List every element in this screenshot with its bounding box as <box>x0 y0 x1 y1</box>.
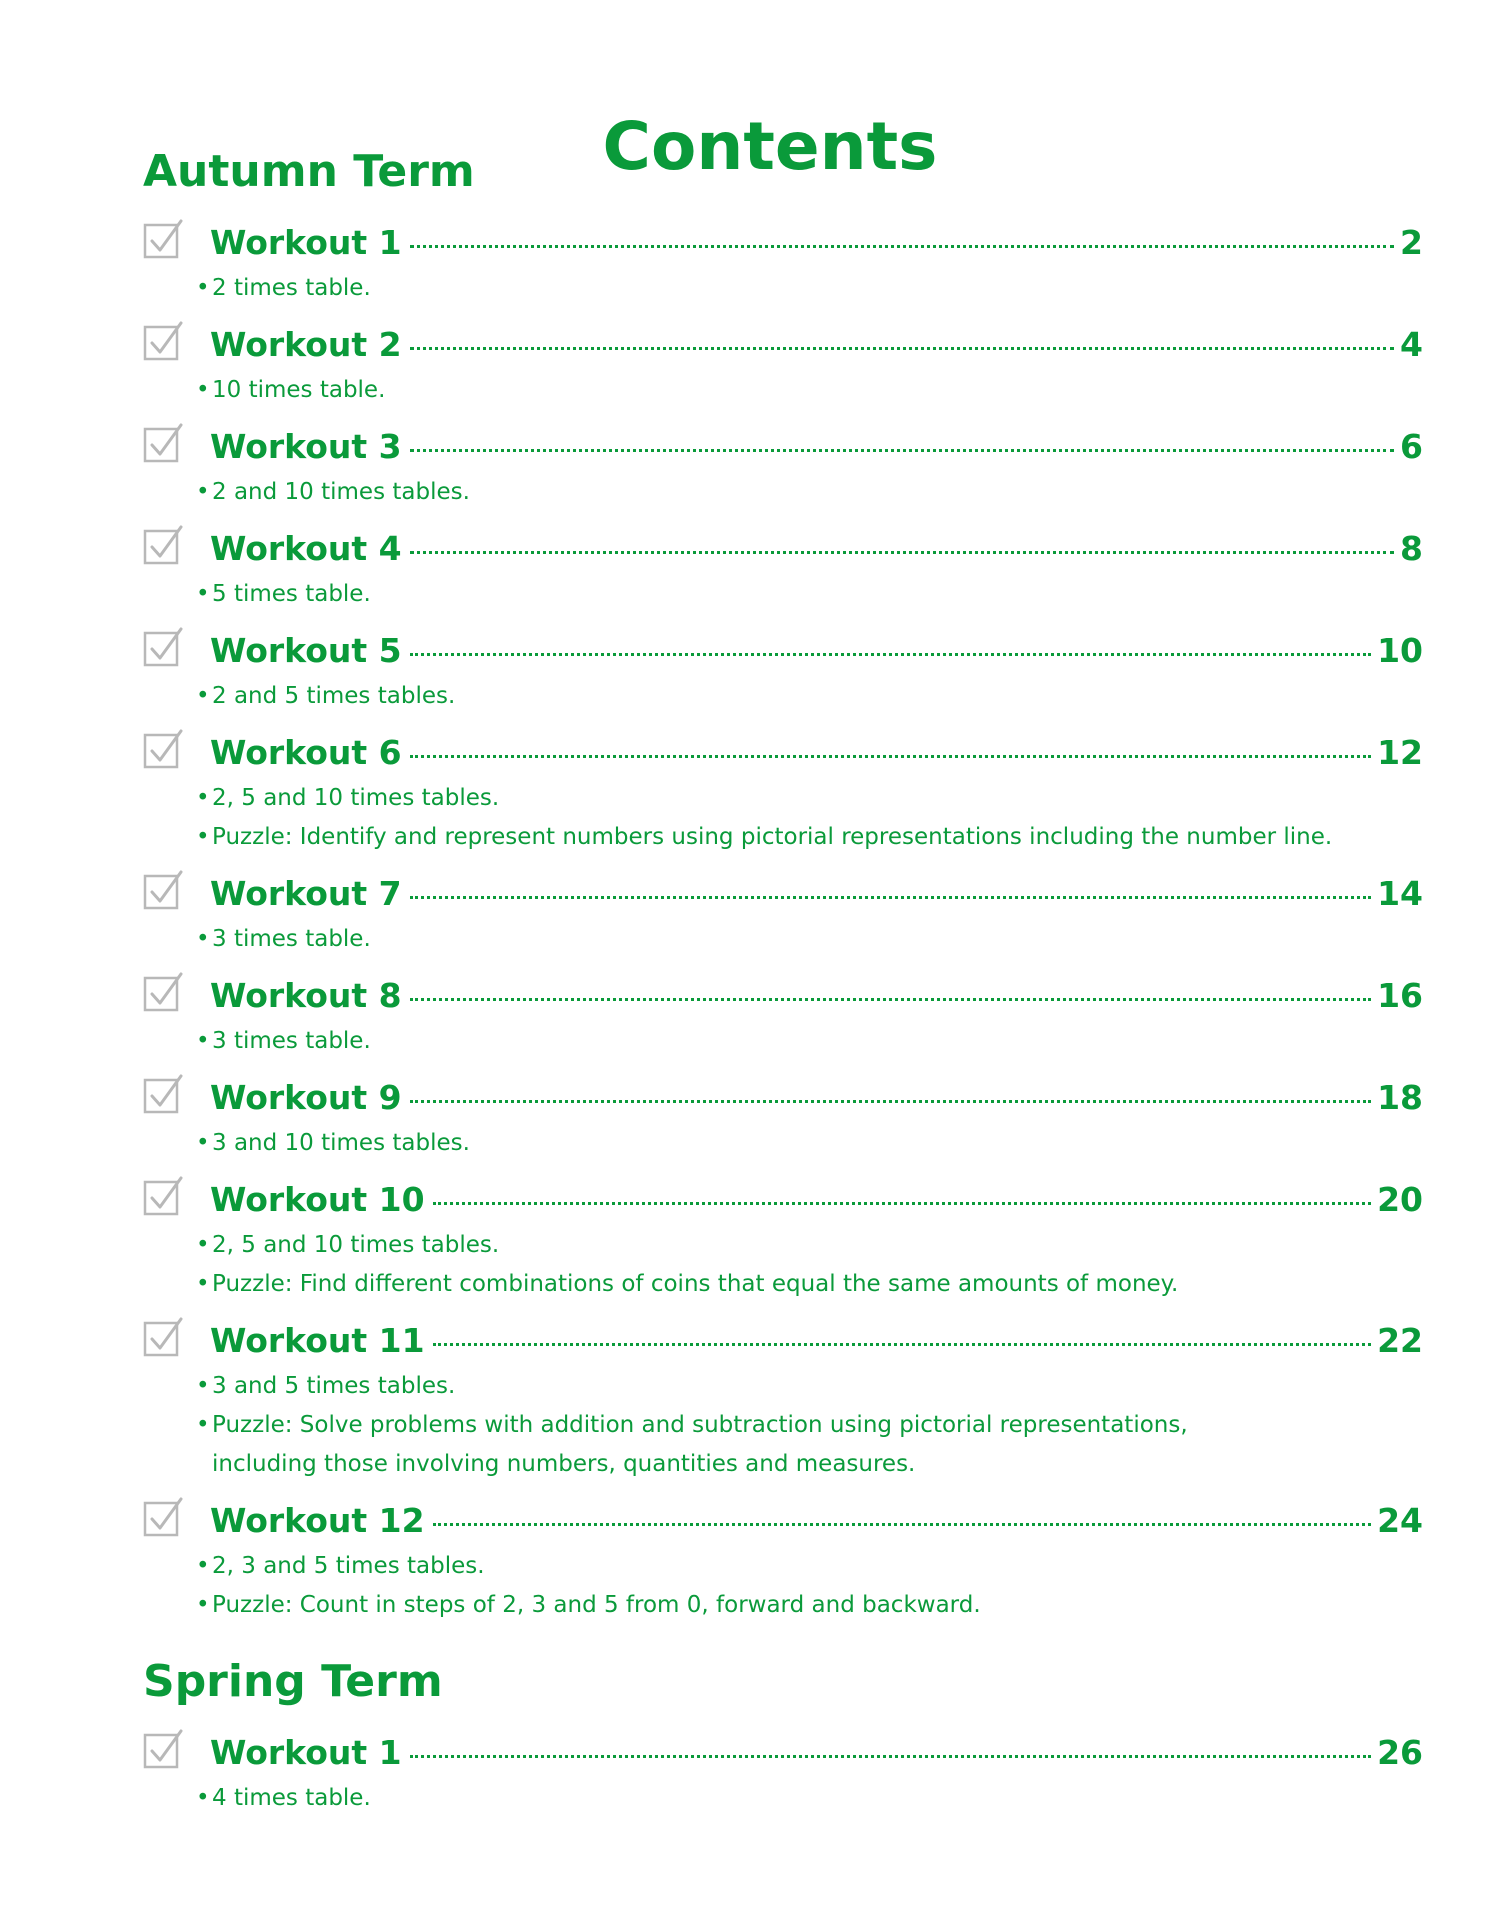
toc-entry-row[interactable] <box>210 1501 1423 1540</box>
bullet: • <box>196 1592 210 1618</box>
dot-leader <box>410 998 1371 1001</box>
bullet: • <box>196 479 210 505</box>
checkbox-checked-icon[interactable] <box>143 972 183 1012</box>
topic-text: 2, 3 and 5 times tables. <box>212 1553 485 1579</box>
toc-entry-heading <box>143 1317 1423 1367</box>
entry-topics <box>196 575 1423 614</box>
topic-item <box>196 575 1423 614</box>
toc-entry-heading <box>143 321 1423 371</box>
topic-text: 3 and 5 times tables. <box>212 1373 456 1399</box>
toc-entry <box>143 1497 1423 1625</box>
checkbox-checked-icon[interactable] <box>143 1729 183 1769</box>
toc-entry-row[interactable] <box>210 874 1423 913</box>
workout-title: Workout 8 <box>210 976 402 1015</box>
checkbox-checked-icon[interactable] <box>143 423 183 463</box>
dot-leader <box>433 1202 1371 1205</box>
entry-topics <box>196 1367 1423 1484</box>
entry-topics <box>196 677 1423 716</box>
topic-item <box>196 1406 1423 1445</box>
dot-leader <box>433 1343 1371 1346</box>
dot-leader <box>410 245 1394 248</box>
toc-entry <box>143 525 1423 614</box>
toc-entry-row[interactable] <box>210 733 1423 772</box>
checkbox-checked-icon[interactable] <box>143 219 183 259</box>
topic-item <box>196 1547 1423 1586</box>
topic-text: 2, 5 and 10 times tables. <box>212 785 500 811</box>
topic-text: 2 and 10 times tables. <box>212 479 470 505</box>
bullet: • <box>196 926 210 952</box>
entry-list <box>143 219 1423 1625</box>
toc-entry <box>143 1074 1423 1163</box>
page-number: 10 <box>1377 631 1423 670</box>
dot-leader <box>433 1523 1371 1526</box>
toc-entry-heading <box>143 1729 1423 1779</box>
toc-entry-row[interactable] <box>210 223 1423 262</box>
bullet: • <box>196 1232 210 1258</box>
topic-text: 5 times table. <box>212 581 371 607</box>
bullet: • <box>196 1553 210 1579</box>
toc-entry-heading <box>143 1497 1423 1547</box>
topic-item <box>196 920 1423 959</box>
toc-entry-heading <box>143 972 1423 1022</box>
bullet: • <box>196 1785 210 1811</box>
checkbox-checked-icon[interactable] <box>143 870 183 910</box>
dot-leader <box>410 347 1394 350</box>
toc-entry-heading <box>143 870 1423 920</box>
topic-text: 3 times table. <box>212 1028 371 1054</box>
topic-item <box>196 1779 1423 1818</box>
toc-entry <box>143 972 1423 1061</box>
topic-item <box>196 1265 1423 1304</box>
page-number: 14 <box>1377 874 1423 913</box>
page-number: 12 <box>1377 733 1423 772</box>
workout-title: Workout 7 <box>210 874 402 913</box>
checkbox-checked-icon[interactable] <box>143 1317 183 1357</box>
topic-item <box>196 779 1423 818</box>
page-number: 8 <box>1400 529 1423 568</box>
toc-entry <box>143 423 1423 512</box>
page-number: 16 <box>1377 976 1423 1015</box>
topic-text: Puzzle: Identify and represent numbers using pictorial representations including the number line. <box>212 824 1333 850</box>
page-number: 6 <box>1400 427 1423 466</box>
topic-item <box>196 1124 1423 1163</box>
toc-entry <box>143 1729 1423 1818</box>
bullet: • <box>196 1373 210 1399</box>
dot-leader <box>410 1755 1371 1758</box>
toc-entry <box>143 321 1423 410</box>
entry-topics <box>196 269 1423 308</box>
topic-continuation: including those involving numbers, quantities and measures. <box>212 1451 916 1477</box>
page-number: 18 <box>1377 1078 1423 1117</box>
entry-topics <box>196 779 1423 857</box>
checkbox-checked-icon[interactable] <box>143 627 183 667</box>
toc-entry-row[interactable] <box>210 529 1423 568</box>
toc-entry-heading <box>143 627 1423 677</box>
topic-item <box>196 371 1423 410</box>
checkbox-checked-icon[interactable] <box>143 321 183 361</box>
workout-title: Workout 10 <box>210 1180 425 1219</box>
page-number: 4 <box>1400 325 1423 364</box>
page-number: 2 <box>1400 223 1423 262</box>
page-number: 26 <box>1377 1733 1423 1772</box>
dot-leader <box>410 653 1371 656</box>
bullet: • <box>196 683 210 709</box>
bullet: • <box>196 275 210 301</box>
checkbox-checked-icon[interactable] <box>143 525 183 565</box>
topic-item <box>196 818 1423 857</box>
dot-leader <box>410 551 1394 554</box>
topic-text: Puzzle: Solve problems with addition and subtraction using pictorial representations, <box>212 1412 1188 1438</box>
dot-leader <box>410 1100 1371 1103</box>
entry-topics <box>196 1547 1423 1625</box>
toc-entry-row[interactable] <box>210 1733 1423 1772</box>
workout-title: Workout 11 <box>210 1321 425 1360</box>
topic-item <box>196 269 1423 308</box>
bullet: • <box>196 1028 210 1054</box>
bullet: • <box>196 1130 210 1156</box>
entry-topics <box>196 1124 1423 1163</box>
topic-text: 4 times table. <box>212 1785 371 1811</box>
toc-entry-heading <box>143 219 1423 269</box>
checkbox-checked-icon[interactable] <box>143 1176 183 1216</box>
bullet: • <box>196 377 210 403</box>
bullet: • <box>196 1271 210 1297</box>
entry-topics <box>196 371 1423 410</box>
bullet: • <box>196 581 210 607</box>
topic-item <box>196 1367 1423 1406</box>
page-title: Contents <box>602 108 938 186</box>
entry-topics <box>196 473 1423 512</box>
section-title: Autumn Term <box>143 146 475 197</box>
topic-item <box>196 1226 1423 1265</box>
dot-leader <box>410 449 1394 452</box>
workout-title: Workout 4 <box>210 529 402 568</box>
dot-leader <box>410 755 1371 758</box>
bullet: • <box>196 1412 210 1438</box>
topic-text: 2, 5 and 10 times tables. <box>212 1232 500 1258</box>
entry-topics <box>196 1226 1423 1304</box>
topic-text: Puzzle: Count in steps of 2, 3 and 5 from 0, forward and backward. <box>212 1592 981 1618</box>
topic-text: 2 times table. <box>212 275 371 301</box>
topic-item <box>196 1586 1423 1625</box>
workout-title: Workout 3 <box>210 427 402 466</box>
workout-title: Workout 5 <box>210 631 402 670</box>
bullet: • <box>196 785 210 811</box>
entry-topics <box>196 1779 1423 1818</box>
topic-text: 3 times table. <box>212 926 371 952</box>
toc-entry <box>143 1317 1423 1484</box>
checkbox-checked-icon[interactable] <box>143 1497 183 1537</box>
topic-item <box>196 473 1423 512</box>
page-number: 20 <box>1377 1180 1423 1219</box>
toc-entry-heading <box>143 423 1423 473</box>
workout-title: Workout 9 <box>210 1078 402 1117</box>
toc-entry-heading <box>143 729 1423 779</box>
page-number: 22 <box>1377 1321 1423 1360</box>
toc-entry <box>143 729 1423 857</box>
section-title: Spring Term <box>143 1656 443 1707</box>
toc-entry <box>143 627 1423 716</box>
toc-entry <box>143 219 1423 308</box>
toc-entry-row[interactable] <box>210 325 1423 364</box>
entry-topics <box>196 1022 1423 1061</box>
toc-entry-heading <box>143 1074 1423 1124</box>
toc-entry-heading <box>143 1176 1423 1226</box>
bullet: • <box>196 824 210 850</box>
toc-entry <box>143 1176 1423 1304</box>
toc-entry-row[interactable] <box>210 1321 1423 1360</box>
topic-text: 10 times table. <box>212 377 386 403</box>
toc-entry <box>143 870 1423 959</box>
toc-entry-row[interactable] <box>210 631 1423 670</box>
checkbox-checked-icon[interactable] <box>143 729 183 769</box>
dot-leader <box>410 896 1371 899</box>
workout-title: Workout 1 <box>210 1733 402 1772</box>
toc-entry-row[interactable] <box>210 1078 1423 1117</box>
topic-text: Puzzle: Find different combinations of coins that equal the same amounts of money. <box>212 1271 1179 1297</box>
topic-item <box>196 1022 1423 1061</box>
workout-title: Workout 2 <box>210 325 402 364</box>
page-number: 24 <box>1377 1501 1423 1540</box>
topic-item <box>196 677 1423 716</box>
topic-text: 2 and 5 times tables. <box>212 683 456 709</box>
workout-title: Workout 6 <box>210 733 402 772</box>
toc-entry-heading <box>143 525 1423 575</box>
checkbox-checked-icon[interactable] <box>143 1074 183 1114</box>
workout-title: Workout 1 <box>210 223 402 262</box>
entry-list <box>143 1729 1423 1818</box>
entry-topics <box>196 920 1423 959</box>
toc-entry-row[interactable] <box>210 1180 1423 1219</box>
section-spring-term <box>143 1656 1423 1831</box>
toc-entry-row[interactable] <box>210 976 1423 1015</box>
workout-title: Workout 12 <box>210 1501 425 1540</box>
toc-entry-row[interactable] <box>210 427 1423 466</box>
topic-text: 3 and 10 times tables. <box>212 1130 470 1156</box>
